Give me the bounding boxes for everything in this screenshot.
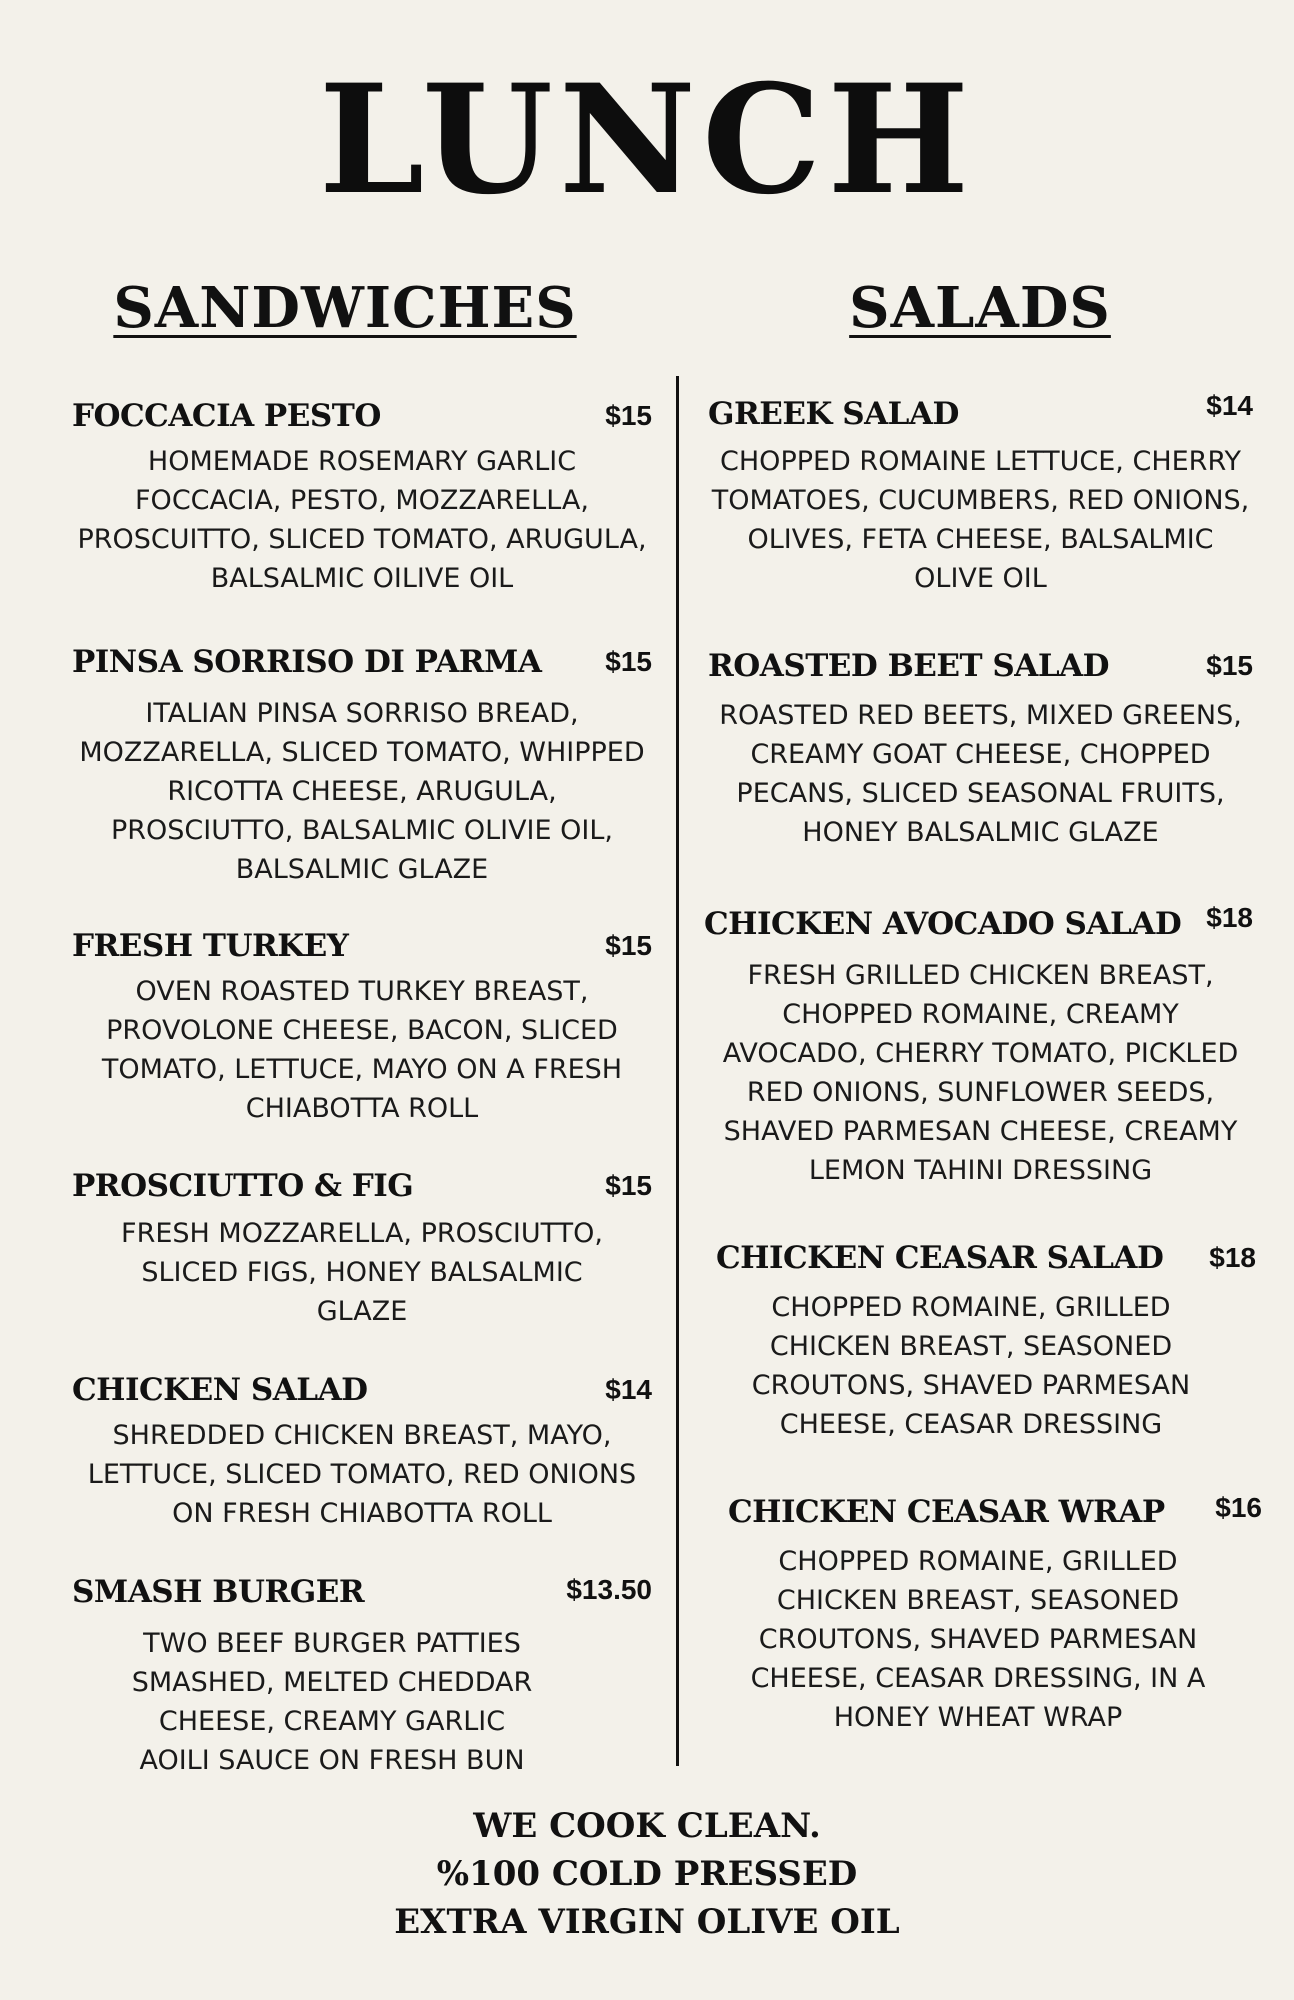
item-price: $18 [1209, 1242, 1256, 1273]
item-description: TWO BEEF BURGER PATTIES SMASHED, MELTED CHEDDAR CHEESE, CREAMY GARLIC AOILI SAUCE ON FRESH BUN [131, 1628, 533, 1776]
item-description: CHOPPED ROMAINE LETTUCE, CHERRY TOMATOES, CUCUMBERS, RED ONIONS, OLIVES, FETA CHEESE, BALSALMIC OLIVE OIL [711, 446, 1250, 594]
item-description: ROASTED RED BEETS, MIXED GREENS, CREAMY GOAT CHEESE, CHOPPED PECANS, SLICED SEASONAL FRUITS, HONEY BALSALMIC GLAZE [719, 700, 1242, 848]
item-name: CHICKEN AVOCADO SALAD [704, 906, 1182, 942]
menu-title: LUNCH [318, 52, 976, 228]
footer-line-1: WE COOK CLEAN. [473, 1806, 821, 1846]
item-price: $14 [1206, 390, 1253, 421]
sandwiches-heading: SANDWICHES [113, 275, 577, 341]
item-description: OVEN ROASTED TURKEY BREAST, PROVOLONE CHEESE, BACON, SLICED TOMATO, LETTUCE, MAYO ON A FRESH CHIABOTTA ROLL [101, 976, 623, 1124]
item-name: SMASH BURGER [72, 1574, 365, 1610]
item-name: CHICKEN SALAD [72, 1372, 368, 1408]
item-name: CHICKEN CEASAR SALAD [716, 1240, 1164, 1276]
item-name: FOCCACIA PESTO [72, 398, 381, 434]
item-description: HOMEMADE ROSEMARY GARLIC FOCCACIA, PESTO, MOZZARELLA, PROSCUITTO, SLICED TOMATO, ARUGULA, BALSALMIC OILIVE OIL [77, 446, 647, 594]
item-price: $15 [605, 400, 652, 431]
item-description: FRESH MOZZARELLA, PROSCIUTTO, SLICED FIGS, HONEY BALSALMIC GLAZE [121, 1218, 603, 1327]
item-description: FRESH GRILLED CHICKEN BREAST, CHOPPED ROMAINE, CREAMY AVOCADO, CHERRY TOMATO, PICKLED RED ONIONS, SUNFLOWER SEEDS, SHAVED PARMESAN CHEESE, CREAMY LEMON TAHINI DRESSING [722, 960, 1239, 1186]
item-name: ROASTED BEET SALAD [708, 648, 1110, 684]
item-price: $15 [605, 1170, 652, 1201]
item-name: PROSCIUTTO & FIG [72, 1168, 414, 1204]
item-price: $14 [605, 1374, 652, 1405]
item-name: GREEK SALAD [708, 396, 959, 432]
item-description: CHOPPED ROMAINE, GRILLED CHICKEN BREAST, SEASONED CROUTONS, SHAVED PARMESAN CHEESE, CEASAR DRESSING, IN A HONEY WHEAT WRAP [750, 1546, 1206, 1733]
item-description: SHREDDED CHICKEN BREAST, MAYO, LETTUCE, SLICED TOMATO, RED ONIONS ON FRESH CHIABOTTA ROLL [87, 1420, 637, 1529]
item-price: $15 [1206, 650, 1253, 681]
footer-line-2: %100 COLD PRESSED [436, 1854, 858, 1894]
item-price: $15 [605, 646, 652, 677]
column-divider [676, 376, 679, 1766]
footer-tagline [0, 1802, 1294, 1946]
item-name: CHICKEN CEASAR WRAP [728, 1494, 1165, 1530]
item-price: $15 [605, 930, 652, 961]
footer-line-3: EXTRA VIRGIN OLIVE OIL [394, 1902, 900, 1942]
item-price: $18 [1206, 902, 1253, 933]
item-name: FRESH TURKEY [72, 928, 349, 964]
item-price: $13.50 [566, 1574, 652, 1605]
item-price: $16 [1215, 1492, 1262, 1523]
item-description: CHOPPED ROMAINE, GRILLED CHICKEN BREAST, SEASONED CROUTONS, SHAVED PARMESAN CHEESE, CEASAR DRESSING [751, 1292, 1191, 1440]
item-name: PINSA SORRISO DI PARMA [72, 644, 542, 680]
salads-heading: SALADS [849, 275, 1111, 341]
item-description: ITALIAN PINSA SORRISO BREAD, MOZZARELLA, SLICED TOMATO, WHIPPED RICOTTA CHEESE, ARUGULA, PROSCIUTTO, BALSALMIC OLIVIE OIL, BALSALMIC GLAZE [79, 698, 645, 885]
